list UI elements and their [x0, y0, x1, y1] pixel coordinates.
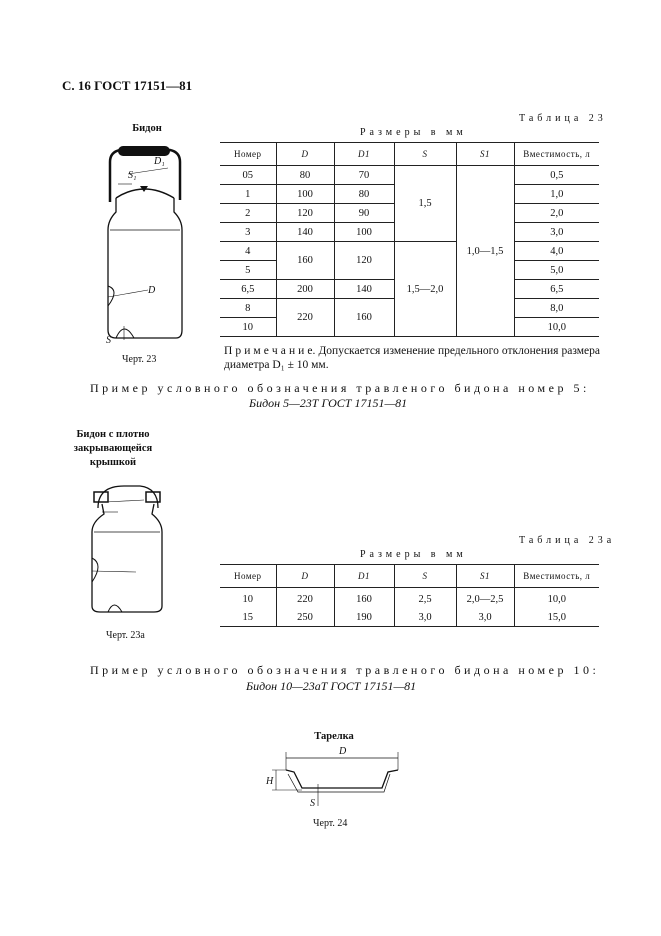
table-cell: 80	[276, 166, 334, 185]
table-cell: 0,5	[514, 166, 599, 185]
table-cell: 190	[334, 608, 394, 627]
table-cell: 8	[220, 299, 276, 318]
label-d1: D₁	[154, 156, 165, 167]
table-cell: 70	[334, 166, 394, 185]
col-header: S1	[456, 143, 514, 166]
col-header: Номер	[220, 143, 276, 166]
table-cell: 4	[220, 242, 276, 261]
label-plate-d: D	[339, 746, 347, 757]
table-cell: 1,5	[394, 166, 456, 242]
plate-drawing-24	[262, 744, 412, 814]
table-23	[220, 142, 599, 337]
table-cell: 220	[276, 299, 334, 337]
label-d: D	[148, 285, 156, 296]
table-cell: 2,0—2,5	[456, 588, 514, 609]
can-drawing-23a	[84, 478, 174, 623]
table-cell: 1,5—2,0	[394, 242, 456, 337]
table-cell: 160	[334, 299, 394, 337]
table-cell: 10,0	[514, 318, 599, 337]
figure-caption-23a: Черт. 23а	[106, 630, 145, 641]
table-cell: 250	[276, 608, 334, 627]
table-cell: 90	[334, 204, 394, 223]
example-label-23: Пример условного обозначения травленого бидона номер 5:	[90, 381, 590, 395]
col-header: S	[394, 143, 456, 166]
col-header: S1	[456, 565, 514, 588]
table-cell: 2,5	[394, 588, 456, 609]
table-cell: 2	[220, 204, 276, 223]
example-value-23a: Бидон 10—23аТ ГОСТ 17151—81	[246, 679, 417, 693]
figure-title-23a: Бидон с плотно закрывающейся крышкой	[73, 429, 153, 468]
table-cell: 05	[220, 166, 276, 185]
table-cell: 15	[220, 608, 276, 627]
example-value-23: Бидон 5—23Т ГОСТ 17151—81	[249, 396, 408, 410]
table-cell: 10	[220, 318, 276, 337]
table-note: П р и м е ч а н и е. Допускается изменение предельного отклонения размера диаметра D₁ ± 10 мм.	[224, 345, 600, 371]
page-header: С. 16 ГОСТ 17151—81	[62, 78, 193, 93]
table-label-23a: Таблица 23а	[519, 535, 616, 546]
table-cell: 160	[276, 242, 334, 280]
col-header: D	[276, 565, 334, 588]
table-cell: 1	[220, 185, 276, 204]
label-plate-s: S	[310, 798, 315, 809]
label-s: S	[106, 335, 111, 346]
table-cell: 100	[276, 185, 334, 204]
col-header: S	[394, 565, 456, 588]
table-23a	[220, 564, 599, 627]
table-cell: 10	[220, 588, 276, 609]
col-header: D1	[334, 565, 394, 588]
figure-caption-23: Черт. 23	[122, 354, 157, 365]
can-drawing-23	[98, 140, 190, 355]
col-header: Вместимость, л	[514, 143, 599, 166]
table-cell: 140	[334, 280, 394, 299]
label-s1: S₁	[128, 170, 137, 181]
table-cell: 100	[334, 223, 394, 242]
sizes-label-23a: Размеры в мм	[360, 549, 467, 560]
label-plate-h: H	[266, 776, 274, 787]
table-cell: 4,0	[514, 242, 599, 261]
table-cell: 3,0	[456, 608, 514, 627]
figure-caption-24: Черт. 24	[313, 818, 348, 829]
table-label-23: Таблица 23	[519, 113, 607, 124]
table-cell: 80	[334, 185, 394, 204]
table-cell: 8,0	[514, 299, 599, 318]
table-cell: 140	[276, 223, 334, 242]
table-cell: 120	[276, 204, 334, 223]
col-header: D1	[334, 143, 394, 166]
table-cell: 1,0	[514, 185, 599, 204]
table-cell: 1,0—1,5	[456, 166, 514, 337]
col-header: D	[276, 143, 334, 166]
table-cell: 3,0	[514, 223, 599, 242]
table-cell: 3,0	[394, 608, 456, 627]
table-cell: 10,0	[514, 588, 599, 609]
table-cell: 5,0	[514, 261, 599, 280]
col-header: Вместимость, л	[514, 565, 599, 588]
example-label-23a: Пример условного обозначения травленого бидона номер 10:	[90, 663, 600, 677]
table-cell: 120	[334, 242, 394, 280]
table-cell: 200	[276, 280, 334, 299]
table-cell: 6,5	[220, 280, 276, 299]
table-cell: 2,0	[514, 204, 599, 223]
table-cell: 5	[220, 261, 276, 280]
table-cell: 15,0	[514, 608, 599, 627]
figure-title-23: Бидон	[132, 123, 162, 134]
table-cell: 160	[334, 588, 394, 609]
table-cell: 220	[276, 588, 334, 609]
sizes-label-23: Размеры в мм	[360, 127, 467, 138]
col-header: Номер	[220, 565, 276, 588]
figure-title-24: Тарелка	[314, 731, 354, 742]
table-cell: 6,5	[514, 280, 599, 299]
table-cell: 3	[220, 223, 276, 242]
